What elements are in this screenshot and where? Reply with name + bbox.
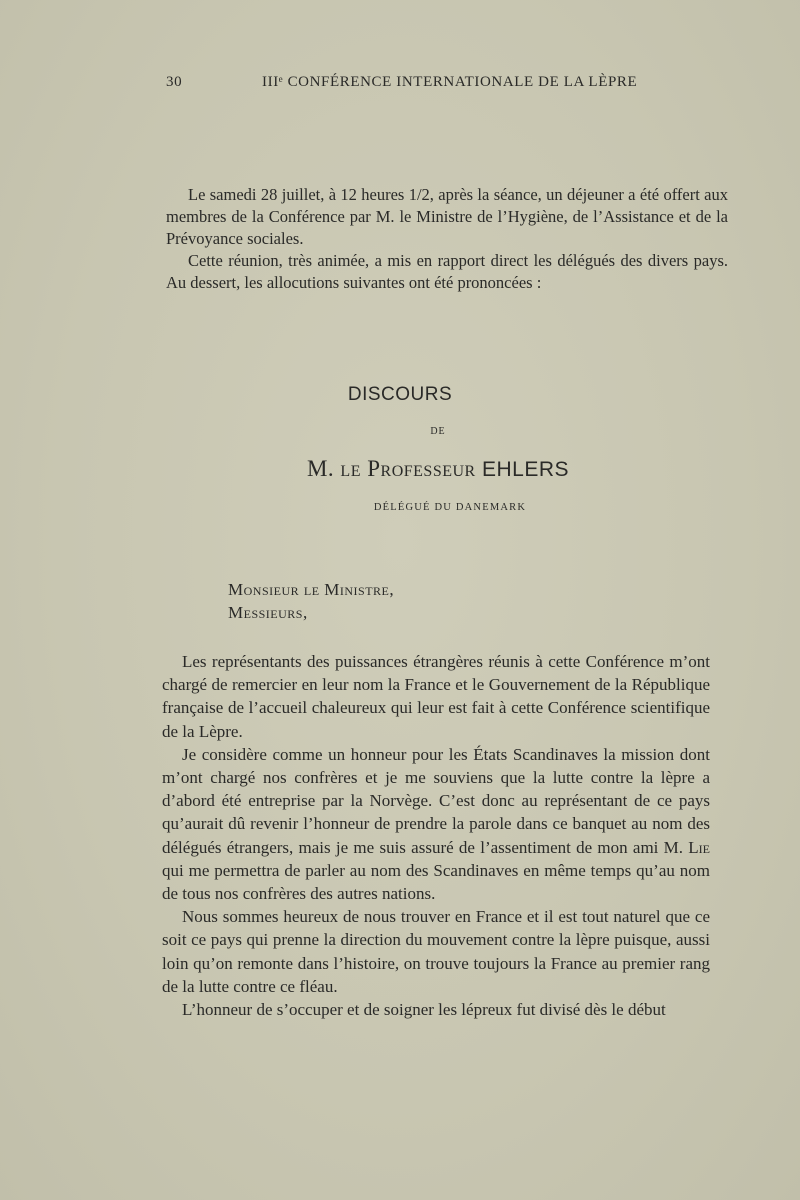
speaker-prefix: M. le Professeur [306,456,476,481]
section-title-de: DE [430,426,446,437]
salutation [228,578,394,624]
speech-paragraph: Les représentants des puissances étrangères réunis à cette Conférence m’ont chargé de remercier en leur nom la France et le Gouvernement de la République française de l’accueil chaleureux qui leur est fait à cette Conférence scientifique de la Lèpre. [162,652,710,741]
speaker-role: DÉLÉGUÉ DU DANEMARK [373,502,527,513]
salutation-line: Monsieur le Ministre, [228,580,395,599]
speaker-name [0,456,800,482]
speech-paragraph [162,743,710,905]
intro-paragraph: Cette réunion, très animée, a mis en rapport direct les délégués des divers pays. Au dessert, les allocutions suivantes ont été prononcées : [166,251,728,292]
intro-text [166,184,728,294]
speech-text: Je considère comme un honneur pour les États Scandinaves la mission dont m’ont chargé nos confrères et je me souviens que la lutte contre la lèpre a d’abord été entreprise par la Norvège. C’est donc au représentant de ce pays qu’aurait dû revenir l’honneur de prendre la parole dans ce banquet au nom des délégués étrangers, mais je me suis assuré de l’assentiment de mon ami M. [162,744,710,857]
salutation-line: Messieurs, [228,603,308,622]
section-title: DISCOURS [347,384,453,405]
speech-text: qui me permettra de parler au nom des Scandinaves en même temps qu’au nom de tous nos confrères des autres nations. [162,860,710,904]
person-name: Lie [688,837,711,857]
speech-body [162,650,710,1021]
speech-paragraph: Nous sommes heureux de nous trouver en France et il est tout naturel que ce soit ce pays qui prenne la direction du mouvement contre la lèpre puisque, aussi loin qu’on remonte dans l’histoire, on trouve toujours la France au premier rang de la lutte contre ce fléau. [162,907,710,996]
speech-paragraph: L’honneur de s’occuper et de soigner les lépreux fut divisé dès le début [182,1000,666,1020]
page-number: 30 [166,74,183,90]
running-title: IIIᵉ CONFÉRENCE INTERNATIONALE DE LA LÈPRE [262,74,638,90]
intro-paragraph: Le samedi 28 juillet, à 12 heures 1/2, après la séance, un déjeuner a été offert aux membres de la Conférence par M. le Ministre de l’Hygiène, de l’Assistance et de la Prévoyance sociales. [166,185,728,248]
speaker-surname: EHLERS [481,458,569,481]
